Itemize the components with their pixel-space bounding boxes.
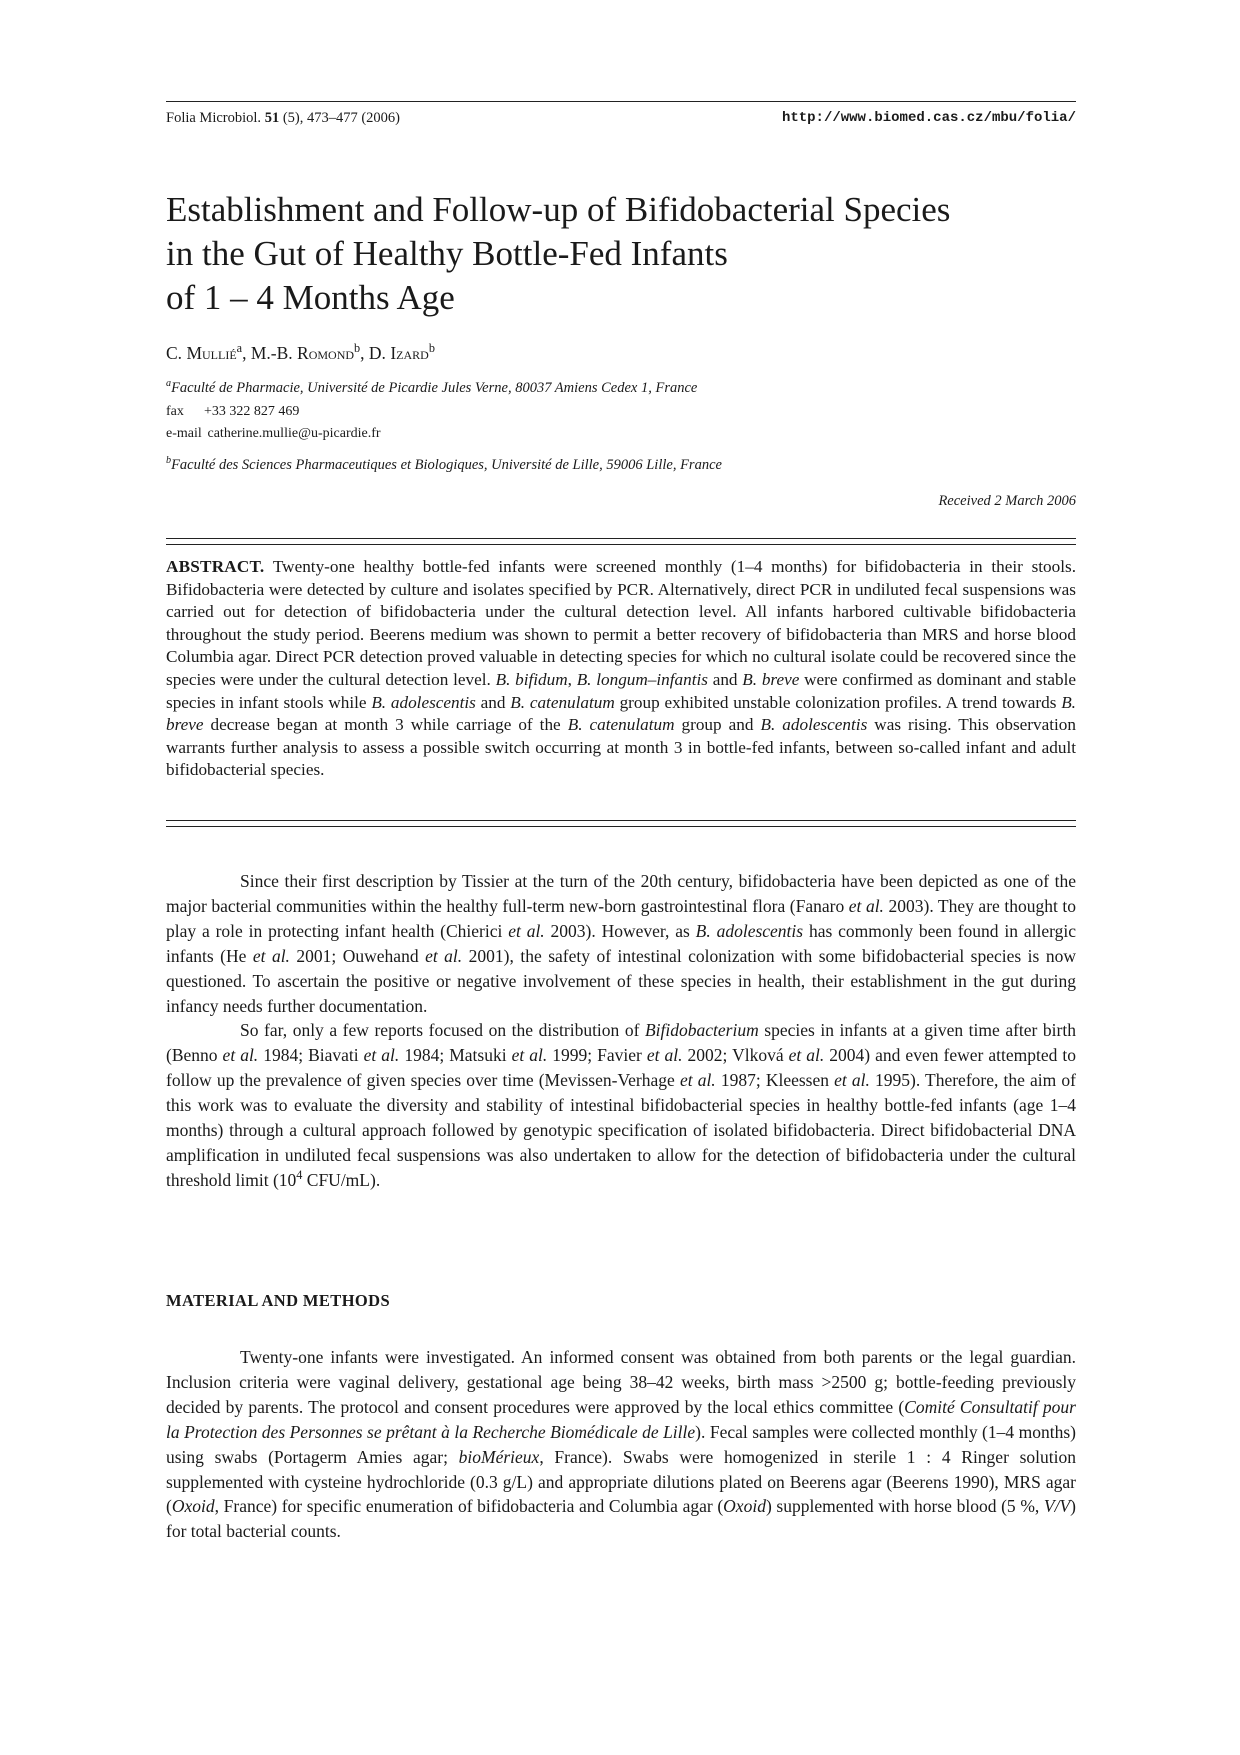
abstract-label: ABSTRACT. [166,557,265,576]
author-list [166,343,1076,364]
section-heading: MATERIAL AND METHODS [166,1291,391,1310]
received-date: Received 2 March 2006 [938,493,1076,509]
running-header [166,101,1076,130]
methods-section [166,1345,1076,1544]
affiliation-b: $^b$Faculté des Sciences Pharmaceutiques et Biologiques, Université de Lille, 59006 Lille, France [166,455,722,473]
journal-url-link[interactable]: http://www.biomed.cas.cz/mbu/folia/ [781,110,1076,126]
abstract-bottom-rule [166,820,1076,827]
author: C. Mullié$^a$, [166,341,251,363]
author: M.-B. Romond$^b$, [250,341,369,363]
paragraph: Since their first description by Tissier at the turn of the 20th century, bifidobacteria have been depicted as one of the major bacterial communities within the healthy full-term new-born gastrointestinal flora (Fanaro et al. 2003). They are thought to play a role in protecting infant health (Chierici et al. 2003). However, as B. adolescentis has commonly been found in allergic infants (He et al. 2001; Ouwehand et al. 2001), the safety of intestinal colonization with some bifidobacterial species is now questioned. To ascertain the positive or negative involvement of these species in health, their establishment in the gut during infancy needs further documentation. [166,871,1076,1016]
email-line: e-mail catherine.mullie@u-picardie.fr [166,426,381,441]
journal-reference: Folia Microbiol. 51 (5), 473–477 (2006) [166,110,401,126]
paragraph: So far, only a few reports focused on the distribution of Bifidobacterium species in infants at a given time after birth (Benno et al. 1984; Biavati et al. 1984; Matsuki et al. 1999; Favier et al. 2002; Vlková et al. 2004) and even fewer attempted to follow up the prevalence of given species over time (Mevissen-Verhage et al. 1987; Kleessen et al. 1995). Therefore, the aim of this work was to evaluate the diversity and stability of intestinal bifidobacterial species in healthy bottle-fed infants (age 1–4 months) through a cultural approach followed by genotypic specification of isolated bifidobacteria. Direct bifidobacterial DNA amplification in undiluted fecal suspensions was also undertaken to allow for the detection of bifidobacteria under the cultural threshold limit ($10^4$ CFU/mL). [166,1020,1076,1190]
introduction [166,869,1076,1193]
article-title [166,188,1076,320]
email-link[interactable]: catherine.mullie@u-picardie.fr [207,426,381,441]
affiliation-a: $^a$Faculté de Pharmacie, Université de Picardie Jules Verne, 80037 Amiens Cedex 1, France [166,378,698,396]
abstract-top-rule [166,538,1076,545]
title-line-3: of 1 – 4 Months Age [166,278,455,317]
abstract: ABSTRACT. Twenty-one healthy bottle-fed infants were screened monthly (1–4 months) for bifidobacteria in their stools. Bifidobacteria were detected by culture and isolates specified by PCR. Alternatively, direct PCR in undiluted fecal suspensions was carried out for detection of bifidobacteria under the cultural detection level. All infants harbored cultivable bifidobacteria throughout the study period. Beerens medium was shown to permit a better recovery of bifidobacteria than MRS and horse blood Columbia agar. Direct PCR detection proved valuable in detecting species for which no cultural isolate could be recovered since the species were under the cultural detection level. B. bifidum, B. longum–infantis and B. breve were confirmed as dominant and stable species in infant stools while B. adolescentis and B. catenulatum group exhibited unstable colonization profiles. A trend towards B. breve decrease began at month 3 while carriage of the B. catenulatum group and B. adolescentis was rising. This observation warrants further analysis to assess a possible switch occurring at month 3 in bottle-fed infants, between so-called infant and adult bifidobacterial species. [166,557,1077,780]
title-line-1: Establishment and Follow-up of Bifidobacterial Species [166,190,951,229]
title-line-2: in the Gut of Healthy Bottle-Fed Infants [166,234,728,273]
fax-line: fax +33 322 827 469 [166,404,300,419]
author: D. Izard$^b$ [368,341,435,363]
paragraph: Twenty-one infants were investigated. An informed consent was obtained from both parents or the legal guardian. Inclusion criteria were vaginal delivery, gestational age being 38–42 weeks, birth mass >2500 g; bottle-feeding previously decided by parents. The protocol and consent procedures were approved by the local ethics committee (Comité Consultatif pour la Protection des Personnes se prêtant à la Recherche Biomédicale de Lille). Fecal samples were collected monthly (1–4 months) using swabs (Portagerm Amies agar; bioMérieux, France). Swabs were homogenized in sterile 1 : 4 Ringer solution supplemented with cysteine hydrochloride (0.3 g/L) and appropriate dilutions plated on Beerens agar (Beerens 1990), MRS agar (Oxoid, France) for specific enumeration of bifidobacteria and Columbia agar (Oxoid) supplemented with horse blood (5 %, V/V) for total bacterial counts. [166,1347,1076,1542]
